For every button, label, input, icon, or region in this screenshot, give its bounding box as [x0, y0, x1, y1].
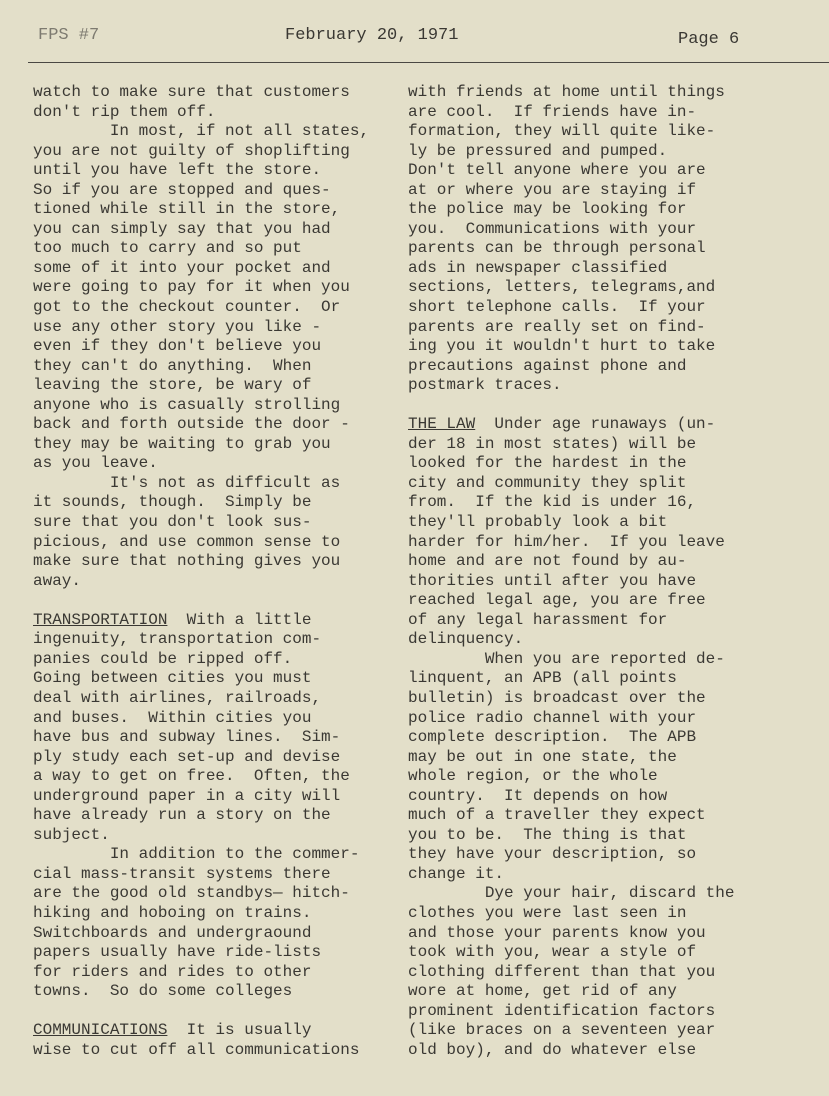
paragraph-shoplifting-law: In most, if not all states, you are not guilty of shoplifting until you have left the store. So if you are stopped and ques- tioned while still in the store, you can simply say that you had too much to carry and so put some of it into your pocket and were going to pay for it when you got to the checkout counter. Or use any other story you like - even if they don't believe you they can't do anything. When leaving the store, be wary of anyone who is casually strolling back and forth outside the door - they may be waiting to grab you as you leave.	[33, 122, 370, 473]
issue-date: February 20, 1971	[285, 26, 459, 45]
section-the-law	[408, 415, 829, 650]
page-header	[38, 26, 758, 54]
section-transportation	[33, 611, 395, 846]
transportation-text: With a little ingenuity, transportation com- panies could be ripped off. Going between cities you must deal with airlines, railroads, and buses. Within cities you have bus and subway lines. Sim- ply study each set-up and devise a way to get on free. Often, the underground paper in a city will have already run a story on the subject.	[33, 610, 350, 844]
paragraph-friends: with friends at home until things are cool. If friends have in- formation, they will quite like- ly be pressured and pumped. Don't tell anyone where you are at or where you are staying if the police may be looking for you. Communications with your parents can be through personal ads in newspaper classified sections, letters, telegrams,and short telephone calls. If your parents are really set on find- ing you it wouldn't hurt to take precautions against phone and postmark traces.	[408, 83, 725, 395]
publication-id: FPS #7	[38, 26, 100, 45]
page-number: Page 6	[678, 30, 740, 49]
paragraph-customers: watch to make sure that customers don't rip them off.	[33, 83, 350, 121]
communications-text: It is usually wise to cut off all communications	[33, 1021, 360, 1059]
communications-heading: COMMUNICATIONS	[33, 1021, 168, 1040]
right-column	[408, 83, 829, 1060]
paragraph-apb: When you are reported de- linquent, an APB (all points bulletin) is broadcast over the police radio channel with your complete description. The APB may be out in one state, the whole region, or the whole country. It depends on how much of a traveller they expect you to be. The thing is that they have your description, so change it.	[408, 649, 725, 883]
law-text: Under age runaways (un- der 18 in most states) will be looked for the hardest in the city and community they split from. If the kid is under 16, they'll probably look a bit harder for him/her. If you leave home and are not found by au- thorities until after you have reached legal age, you are free of any legal harassment for delinquency.	[408, 415, 725, 649]
paragraph-mass-transit: In addition to the commer- cial mass-transit systems there are the good old standbys— hitch- hiking and hoboing on trains. Switchboards and undergraound papers usually have ride-lists for riders and rides to other towns. So do some colleges	[33, 845, 360, 1001]
paragraph-not-difficult: It's not as difficult as it sounds, though. Simply be sure that you don't look sus- picious, and use common sense to make sure that nothing gives you away.	[33, 473, 341, 590]
law-heading: THE LAW	[408, 415, 476, 434]
left-column	[33, 83, 395, 1060]
paragraph-dye-hair: Dye your hair, discard the clothes you were last seen in and those your parents know you took with you, wear a style of clothing different than that you wore at home, get rid of any prominent identification factors (like braces on a seventeen year old boy), and do whatever else	[408, 884, 735, 1059]
section-communications	[33, 1021, 395, 1060]
transportation-heading: TRANSPORTATION	[33, 610, 168, 629]
header-rule	[28, 62, 829, 63]
